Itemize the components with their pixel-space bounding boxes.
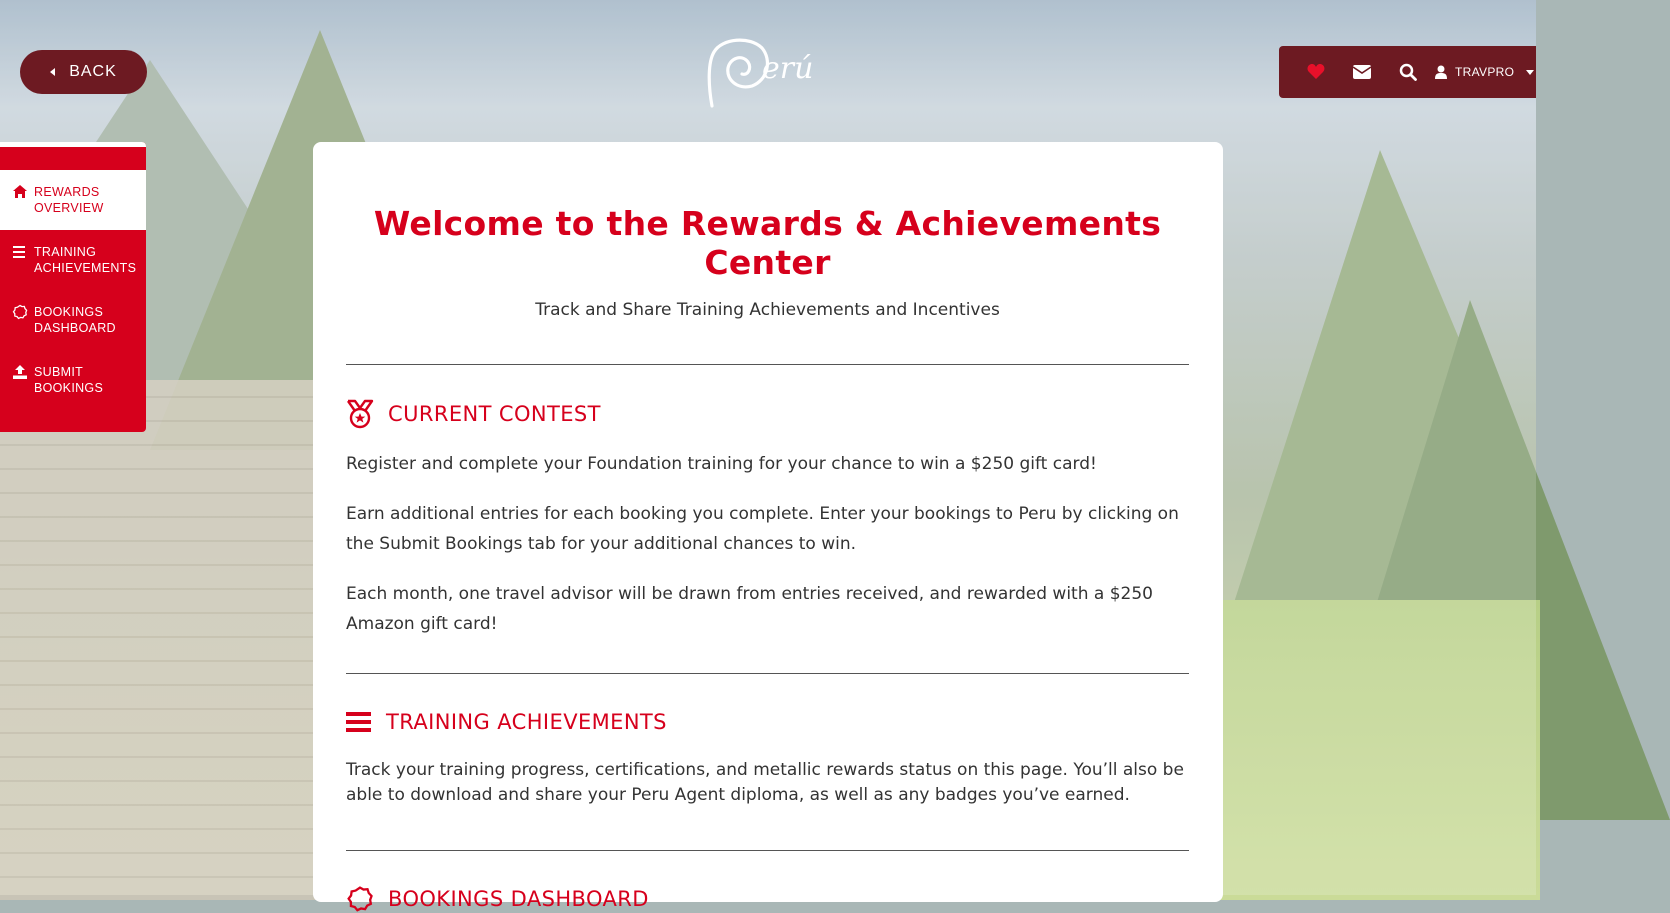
back-button-label: BACK [69, 63, 117, 80]
sidebar-item-label: BOOKINGS DASHBOARD [34, 305, 116, 335]
list-icon [12, 244, 28, 260]
sidebar-item-label: REWARDS OVERVIEW [34, 185, 104, 215]
envelope-icon[interactable] [1339, 46, 1385, 98]
section-heading: BOOKINGS DASHBOARD [388, 887, 649, 911]
back-button[interactable] [20, 50, 147, 94]
section-heading: CURRENT CONTEST [388, 402, 601, 426]
badge-icon [346, 885, 374, 913]
contest-paragraph: Register and complete your Foundation training for your chance to win a $250 gift card! [346, 454, 1097, 474]
section-bookings-dashboard [346, 885, 1189, 913]
peru-logo[interactable] [706, 34, 832, 110]
divider [346, 850, 1189, 851]
logo-text: erú [762, 51, 814, 86]
heart-icon[interactable] [1293, 46, 1339, 98]
section-current-contest [346, 399, 1189, 429]
main-card [313, 142, 1223, 911]
upload-icon [12, 364, 28, 380]
search-icon[interactable] [1385, 46, 1431, 98]
list-icon [346, 711, 372, 733]
contest-paragraph: Each month, one travel advisor will be drawn from entries received, and rewarded with a $250 Amazon gift card! [346, 584, 1153, 634]
divider [346, 673, 1189, 674]
page-title: Welcome to the Rewards & Achievements Center [373, 204, 1162, 282]
user-menu[interactable] [1435, 65, 1534, 79]
sidebar-item-submit-bookings[interactable] [0, 350, 146, 410]
sidebar-item-label: TRAINING ACHIEVEMENTS [34, 245, 137, 275]
sidebar [0, 142, 146, 432]
sidebar-item-bookings-dashboard[interactable] [0, 290, 146, 350]
sidebar-item-rewards-overview[interactable] [0, 170, 146, 230]
home-icon [12, 184, 28, 200]
section-training-achievements [346, 710, 1189, 734]
chevron-down-icon [1526, 70, 1534, 75]
divider [346, 364, 1189, 365]
sidebar-item-label: SUBMIT BOOKINGS [34, 365, 104, 395]
section-heading: TRAINING ACHIEVEMENTS [386, 710, 667, 734]
sidebar-header [0, 142, 146, 170]
user-label: TRAVPRO [1455, 65, 1515, 79]
sidebar-item-training-achievements[interactable] [0, 230, 146, 290]
user-icon [1435, 65, 1447, 79]
medal-icon [346, 399, 374, 429]
caret-left-icon [50, 68, 55, 76]
badge-icon [12, 304, 28, 320]
contest-paragraph: Earn additional entries for each booking you complete. Enter your bookings to Peru by clicking on the Submit Bookings tab for your additional chances to win. [346, 504, 1179, 554]
utility-bar [1279, 46, 1536, 98]
page-subtitle: Track and Share Training Achievements and Incentives [535, 300, 1000, 320]
training-paragraph: Track your training progress, certifications, and metallic rewards status on this page. You’ll also be able to download and share your Peru Agent diploma, as well as any badges you’ve earned. [346, 760, 1184, 805]
